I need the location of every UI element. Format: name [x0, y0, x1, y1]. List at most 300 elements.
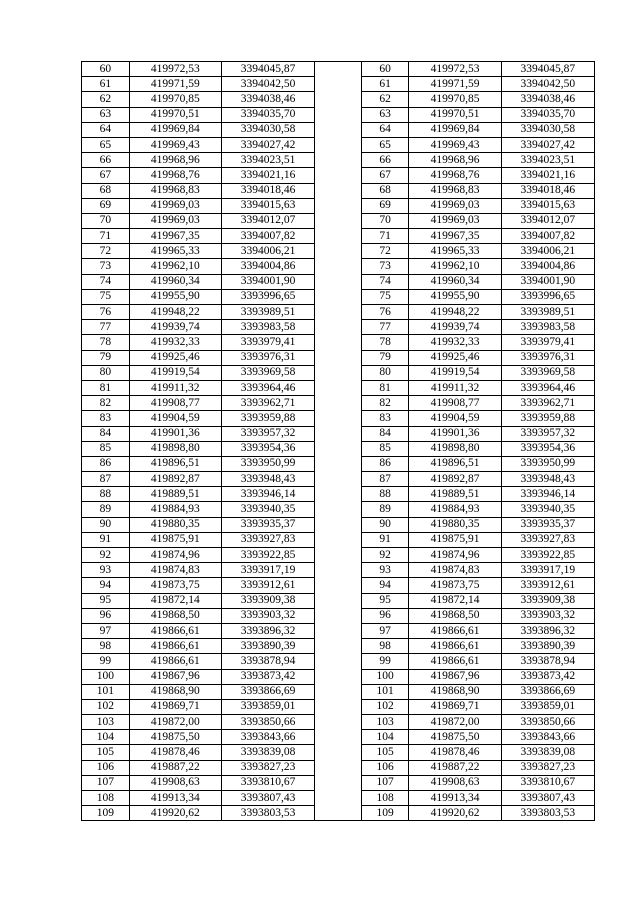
point-number-cell: 68	[361, 183, 409, 198]
x-coordinate-cell: 419969,03	[409, 213, 501, 228]
x-coordinate-cell: 419968,96	[129, 153, 221, 168]
y-coordinate-cell: 3394030,58	[221, 122, 314, 137]
y-coordinate-cell: 3393976,31	[501, 350, 594, 365]
point-number-cell: 97	[361, 623, 409, 638]
table-row	[82, 487, 595, 502]
y-coordinate-cell: 3394027,42	[221, 137, 314, 152]
table-row	[82, 380, 595, 395]
point-number-cell: 65	[361, 137, 409, 152]
y-coordinate-cell: 3393957,32	[501, 426, 594, 441]
table-row	[82, 305, 595, 320]
column-gap	[315, 775, 362, 790]
point-number-cell: 101	[361, 684, 409, 699]
point-number-cell: 99	[361, 654, 409, 669]
x-coordinate-cell: 419932,33	[409, 335, 501, 350]
x-coordinate-cell: 419967,35	[129, 229, 221, 244]
table-row	[82, 745, 595, 760]
x-coordinate-cell: 419948,22	[129, 305, 221, 320]
x-coordinate-cell: 419874,83	[129, 563, 221, 578]
column-gap	[315, 411, 362, 426]
column-gap	[315, 745, 362, 760]
y-coordinate-cell: 3393859,01	[221, 699, 314, 714]
point-number-cell: 88	[361, 487, 409, 502]
x-coordinate-cell: 419880,35	[409, 517, 501, 532]
y-coordinate-cell: 3393878,94	[221, 654, 314, 669]
x-coordinate-cell: 419960,34	[129, 274, 221, 289]
x-coordinate-cell: 419968,96	[409, 153, 501, 168]
point-number-cell: 107	[361, 775, 409, 790]
point-number-cell: 100	[82, 669, 130, 684]
y-coordinate-cell: 3393979,41	[221, 335, 314, 350]
y-coordinate-cell: 3394007,82	[501, 229, 594, 244]
point-number-cell: 83	[82, 411, 130, 426]
x-coordinate-cell: 419880,35	[129, 517, 221, 532]
column-gap	[315, 760, 362, 775]
x-coordinate-cell: 419872,00	[409, 715, 501, 730]
x-coordinate-cell: 419965,33	[409, 244, 501, 259]
y-coordinate-cell: 3393827,23	[501, 760, 594, 775]
table-row	[82, 684, 595, 699]
x-coordinate-cell: 419867,96	[409, 669, 501, 684]
column-gap	[315, 396, 362, 411]
column-gap	[315, 456, 362, 471]
column-gap	[315, 320, 362, 335]
x-coordinate-cell: 419968,76	[409, 168, 501, 183]
table-row	[82, 320, 595, 335]
x-coordinate-cell: 419868,90	[409, 684, 501, 699]
table-row	[82, 107, 595, 122]
point-number-cell: 80	[361, 365, 409, 380]
x-coordinate-cell: 419874,96	[129, 548, 221, 563]
x-coordinate-cell: 419969,03	[129, 213, 221, 228]
x-coordinate-cell: 419968,76	[129, 168, 221, 183]
point-number-cell: 79	[361, 350, 409, 365]
x-coordinate-cell: 419913,34	[129, 791, 221, 806]
point-number-cell: 87	[361, 472, 409, 487]
y-coordinate-cell: 3394018,46	[501, 183, 594, 198]
y-coordinate-cell: 3393839,08	[501, 745, 594, 760]
point-number-cell: 79	[82, 350, 130, 365]
point-number-cell: 91	[361, 532, 409, 547]
column-gap	[315, 608, 362, 623]
point-number-cell: 71	[361, 229, 409, 244]
point-number-cell: 71	[82, 229, 130, 244]
x-coordinate-cell: 419932,33	[129, 335, 221, 350]
y-coordinate-cell: 3393890,39	[501, 639, 594, 654]
table-row	[82, 791, 595, 806]
y-coordinate-cell: 3394045,87	[221, 62, 314, 77]
point-number-cell: 83	[361, 411, 409, 426]
point-number-cell: 67	[82, 168, 130, 183]
y-coordinate-cell: 3393903,32	[501, 608, 594, 623]
y-coordinate-cell: 3393983,58	[501, 320, 594, 335]
table-row	[82, 502, 595, 517]
x-coordinate-cell: 419968,83	[129, 183, 221, 198]
point-number-cell: 86	[82, 456, 130, 471]
x-coordinate-cell: 419925,46	[129, 350, 221, 365]
column-gap	[315, 791, 362, 806]
column-gap	[315, 153, 362, 168]
y-coordinate-cell: 3393850,66	[501, 715, 594, 730]
x-coordinate-cell: 419970,85	[409, 92, 501, 107]
column-gap	[315, 137, 362, 152]
point-number-cell: 88	[82, 487, 130, 502]
column-gap	[315, 806, 362, 821]
x-coordinate-cell: 419971,59	[129, 77, 221, 92]
table-row	[82, 715, 595, 730]
point-number-cell: 99	[82, 654, 130, 669]
y-coordinate-cell: 3393948,43	[221, 472, 314, 487]
point-number-cell: 69	[82, 198, 130, 213]
y-coordinate-cell: 3394027,42	[501, 137, 594, 152]
x-coordinate-cell: 419920,62	[409, 806, 501, 821]
x-coordinate-cell: 419874,83	[409, 563, 501, 578]
y-coordinate-cell: 3393940,35	[501, 502, 594, 517]
x-coordinate-cell: 419869,71	[409, 699, 501, 714]
column-gap	[315, 578, 362, 593]
y-coordinate-cell: 3393807,43	[501, 791, 594, 806]
table-row	[82, 229, 595, 244]
table-row	[82, 623, 595, 638]
y-coordinate-cell: 3394038,46	[501, 92, 594, 107]
point-number-cell: 95	[361, 593, 409, 608]
column-gap	[315, 244, 362, 259]
table-row	[82, 92, 595, 107]
point-number-cell: 76	[361, 305, 409, 320]
point-number-cell: 80	[82, 365, 130, 380]
coordinates-table	[81, 61, 595, 821]
x-coordinate-cell: 419972,53	[409, 62, 501, 77]
x-coordinate-cell: 419866,61	[409, 623, 501, 638]
column-gap	[315, 168, 362, 183]
table-row	[82, 365, 595, 380]
x-coordinate-cell: 419866,61	[129, 654, 221, 669]
y-coordinate-cell: 3394015,63	[501, 198, 594, 213]
table-row	[82, 593, 595, 608]
y-coordinate-cell: 3393866,69	[221, 684, 314, 699]
point-number-cell: 98	[82, 639, 130, 654]
table-row	[82, 760, 595, 775]
x-coordinate-cell: 419908,63	[409, 775, 501, 790]
x-coordinate-cell: 419939,74	[409, 320, 501, 335]
column-gap	[315, 532, 362, 547]
x-coordinate-cell: 419969,43	[409, 137, 501, 152]
point-number-cell: 96	[82, 608, 130, 623]
y-coordinate-cell: 3393996,65	[501, 289, 594, 304]
column-gap	[315, 229, 362, 244]
column-gap	[315, 289, 362, 304]
x-coordinate-cell: 419904,59	[409, 411, 501, 426]
x-coordinate-cell: 419884,93	[129, 502, 221, 517]
point-number-cell: 90	[82, 517, 130, 532]
table-row	[82, 654, 595, 669]
table-row	[82, 472, 595, 487]
column-gap	[315, 441, 362, 456]
x-coordinate-cell: 419955,90	[129, 289, 221, 304]
point-number-cell: 70	[361, 213, 409, 228]
x-coordinate-cell: 419868,50	[409, 608, 501, 623]
y-coordinate-cell: 3394023,51	[501, 153, 594, 168]
table-row	[82, 289, 595, 304]
table-row	[82, 137, 595, 152]
x-coordinate-cell: 419872,14	[129, 593, 221, 608]
y-coordinate-cell: 3393964,46	[501, 380, 594, 395]
column-gap	[315, 92, 362, 107]
column-gap	[315, 730, 362, 745]
y-coordinate-cell: 3393927,83	[221, 532, 314, 547]
x-coordinate-cell: 419908,77	[129, 396, 221, 411]
point-number-cell: 102	[82, 699, 130, 714]
y-coordinate-cell: 3393922,85	[501, 548, 594, 563]
x-coordinate-cell: 419948,22	[409, 305, 501, 320]
y-coordinate-cell: 3393962,71	[501, 396, 594, 411]
y-coordinate-cell: 3394042,50	[501, 77, 594, 92]
point-number-cell: 109	[82, 806, 130, 821]
y-coordinate-cell: 3393909,38	[221, 593, 314, 608]
y-coordinate-cell: 3393803,53	[501, 806, 594, 821]
table-row	[82, 669, 595, 684]
x-coordinate-cell: 419970,51	[129, 107, 221, 122]
table-row	[82, 532, 595, 547]
x-coordinate-cell: 419868,50	[129, 608, 221, 623]
x-coordinate-cell: 419892,87	[409, 472, 501, 487]
x-coordinate-cell: 419875,50	[409, 730, 501, 745]
y-coordinate-cell: 3393940,35	[221, 502, 314, 517]
point-number-cell: 106	[82, 760, 130, 775]
x-coordinate-cell: 419898,80	[409, 441, 501, 456]
point-number-cell: 67	[361, 168, 409, 183]
x-coordinate-cell: 419875,91	[409, 532, 501, 547]
point-number-cell: 103	[361, 715, 409, 730]
table-row	[82, 259, 595, 274]
y-coordinate-cell: 3393957,32	[221, 426, 314, 441]
point-number-cell: 104	[361, 730, 409, 745]
y-coordinate-cell: 3394015,63	[221, 198, 314, 213]
point-number-cell: 78	[361, 335, 409, 350]
y-coordinate-cell: 3394012,07	[501, 213, 594, 228]
table-row	[82, 441, 595, 456]
x-coordinate-cell: 419866,61	[129, 639, 221, 654]
column-gap	[315, 563, 362, 578]
y-coordinate-cell: 3394001,90	[501, 274, 594, 289]
x-coordinate-cell: 419887,22	[409, 760, 501, 775]
column-gap	[315, 62, 362, 77]
point-number-cell: 93	[82, 563, 130, 578]
x-coordinate-cell: 419919,54	[409, 365, 501, 380]
point-number-cell: 101	[82, 684, 130, 699]
y-coordinate-cell: 3393912,61	[221, 578, 314, 593]
x-coordinate-cell: 419873,75	[409, 578, 501, 593]
point-number-cell: 105	[361, 745, 409, 760]
y-coordinate-cell: 3393964,46	[221, 380, 314, 395]
point-number-cell: 84	[82, 426, 130, 441]
point-number-cell: 78	[82, 335, 130, 350]
column-gap	[315, 77, 362, 92]
y-coordinate-cell: 3393810,67	[501, 775, 594, 790]
y-coordinate-cell: 3394042,50	[221, 77, 314, 92]
x-coordinate-cell: 419868,90	[129, 684, 221, 699]
y-coordinate-cell: 3393950,99	[221, 456, 314, 471]
point-number-cell: 82	[82, 396, 130, 411]
point-number-cell: 75	[82, 289, 130, 304]
table-row	[82, 456, 595, 471]
y-coordinate-cell: 3393927,83	[501, 532, 594, 547]
y-coordinate-cell: 3394004,86	[501, 259, 594, 274]
x-coordinate-cell: 419874,96	[409, 548, 501, 563]
y-coordinate-cell: 3393890,39	[221, 639, 314, 654]
x-coordinate-cell: 419904,59	[129, 411, 221, 426]
table-row	[82, 335, 595, 350]
point-number-cell: 77	[82, 320, 130, 335]
point-number-cell: 95	[82, 593, 130, 608]
y-coordinate-cell: 3393969,58	[501, 365, 594, 380]
y-coordinate-cell: 3394006,21	[501, 244, 594, 259]
column-gap	[315, 107, 362, 122]
point-number-cell: 61	[82, 77, 130, 92]
y-coordinate-cell: 3393909,38	[501, 593, 594, 608]
x-coordinate-cell: 419872,00	[129, 715, 221, 730]
y-coordinate-cell: 3393954,36	[221, 441, 314, 456]
y-coordinate-cell: 3394021,16	[221, 168, 314, 183]
point-number-cell: 105	[82, 745, 130, 760]
point-number-cell: 73	[361, 259, 409, 274]
y-coordinate-cell: 3393873,42	[501, 669, 594, 684]
point-number-cell: 81	[361, 380, 409, 395]
x-coordinate-cell: 419898,80	[129, 441, 221, 456]
y-coordinate-cell: 3393807,43	[221, 791, 314, 806]
y-coordinate-cell: 3393989,51	[501, 305, 594, 320]
point-number-cell: 98	[361, 639, 409, 654]
point-number-cell: 85	[361, 441, 409, 456]
y-coordinate-cell: 3393959,88	[501, 411, 594, 426]
point-number-cell: 66	[82, 153, 130, 168]
table-row	[82, 62, 595, 77]
point-number-cell: 108	[82, 791, 130, 806]
y-coordinate-cell: 3393979,41	[501, 335, 594, 350]
y-coordinate-cell: 3393976,31	[221, 350, 314, 365]
y-coordinate-cell: 3394045,87	[501, 62, 594, 77]
point-number-cell: 73	[82, 259, 130, 274]
point-number-cell: 64	[82, 122, 130, 137]
y-coordinate-cell: 3393950,99	[501, 456, 594, 471]
point-number-cell: 74	[82, 274, 130, 289]
table-row	[82, 775, 595, 790]
point-number-cell: 109	[361, 806, 409, 821]
y-coordinate-cell: 3393803,53	[221, 806, 314, 821]
point-number-cell: 94	[82, 578, 130, 593]
column-gap	[315, 639, 362, 654]
column-gap	[315, 487, 362, 502]
table-row	[82, 168, 595, 183]
x-coordinate-cell: 419970,51	[409, 107, 501, 122]
y-coordinate-cell: 3393989,51	[221, 305, 314, 320]
x-coordinate-cell: 419889,51	[409, 487, 501, 502]
point-number-cell: 107	[82, 775, 130, 790]
y-coordinate-cell: 3394023,51	[221, 153, 314, 168]
point-number-cell: 85	[82, 441, 130, 456]
y-coordinate-cell: 3393983,58	[221, 320, 314, 335]
x-coordinate-cell: 419913,34	[409, 791, 501, 806]
x-coordinate-cell: 419967,35	[409, 229, 501, 244]
point-number-cell: 104	[82, 730, 130, 745]
y-coordinate-cell: 3393969,58	[221, 365, 314, 380]
x-coordinate-cell: 419866,61	[409, 654, 501, 669]
table-row	[82, 806, 595, 821]
x-coordinate-cell: 419878,46	[129, 745, 221, 760]
x-coordinate-cell: 419960,34	[409, 274, 501, 289]
y-coordinate-cell: 3393903,32	[221, 608, 314, 623]
x-coordinate-cell: 419889,51	[129, 487, 221, 502]
x-coordinate-cell: 419969,43	[129, 137, 221, 152]
x-coordinate-cell: 419892,87	[129, 472, 221, 487]
point-number-cell: 75	[361, 289, 409, 304]
y-coordinate-cell: 3393843,66	[501, 730, 594, 745]
table-row	[82, 578, 595, 593]
table-row	[82, 563, 595, 578]
table-row	[82, 350, 595, 365]
point-number-cell: 61	[361, 77, 409, 92]
column-gap	[315, 684, 362, 699]
x-coordinate-cell: 419920,62	[129, 806, 221, 821]
table-row	[82, 274, 595, 289]
y-coordinate-cell: 3393946,14	[501, 487, 594, 502]
column-gap	[315, 259, 362, 274]
y-coordinate-cell: 3393946,14	[221, 487, 314, 502]
column-gap	[315, 548, 362, 563]
table-row	[82, 517, 595, 532]
point-number-cell: 106	[361, 760, 409, 775]
x-coordinate-cell: 419875,91	[129, 532, 221, 547]
table-row	[82, 730, 595, 745]
x-coordinate-cell: 419901,36	[129, 426, 221, 441]
x-coordinate-cell: 419969,03	[409, 198, 501, 213]
table-row	[82, 639, 595, 654]
column-gap	[315, 365, 362, 380]
y-coordinate-cell: 3393948,43	[501, 472, 594, 487]
point-number-cell: 63	[82, 107, 130, 122]
point-number-cell: 94	[361, 578, 409, 593]
y-coordinate-cell: 3394007,82	[221, 229, 314, 244]
x-coordinate-cell: 419970,85	[129, 92, 221, 107]
x-coordinate-cell: 419887,22	[129, 760, 221, 775]
y-coordinate-cell: 3394038,46	[221, 92, 314, 107]
column-gap	[315, 380, 362, 395]
x-coordinate-cell: 419873,75	[129, 578, 221, 593]
x-coordinate-cell: 419965,33	[129, 244, 221, 259]
table-row	[82, 699, 595, 714]
x-coordinate-cell: 419872,14	[409, 593, 501, 608]
x-coordinate-cell: 419867,96	[129, 669, 221, 684]
column-gap	[315, 654, 362, 669]
x-coordinate-cell: 419869,71	[129, 699, 221, 714]
y-coordinate-cell: 3393843,66	[221, 730, 314, 745]
column-gap	[315, 593, 362, 608]
point-number-cell: 62	[82, 92, 130, 107]
column-gap	[315, 305, 362, 320]
y-coordinate-cell: 3393935,37	[501, 517, 594, 532]
x-coordinate-cell: 419925,46	[409, 350, 501, 365]
point-number-cell: 102	[361, 699, 409, 714]
column-gap	[315, 623, 362, 638]
x-coordinate-cell: 419866,61	[409, 639, 501, 654]
x-coordinate-cell: 419962,10	[409, 259, 501, 274]
table-row	[82, 77, 595, 92]
x-coordinate-cell: 419896,51	[129, 456, 221, 471]
y-coordinate-cell: 3393896,32	[501, 623, 594, 638]
point-number-cell: 81	[82, 380, 130, 395]
column-gap	[315, 502, 362, 517]
point-number-cell: 89	[82, 502, 130, 517]
